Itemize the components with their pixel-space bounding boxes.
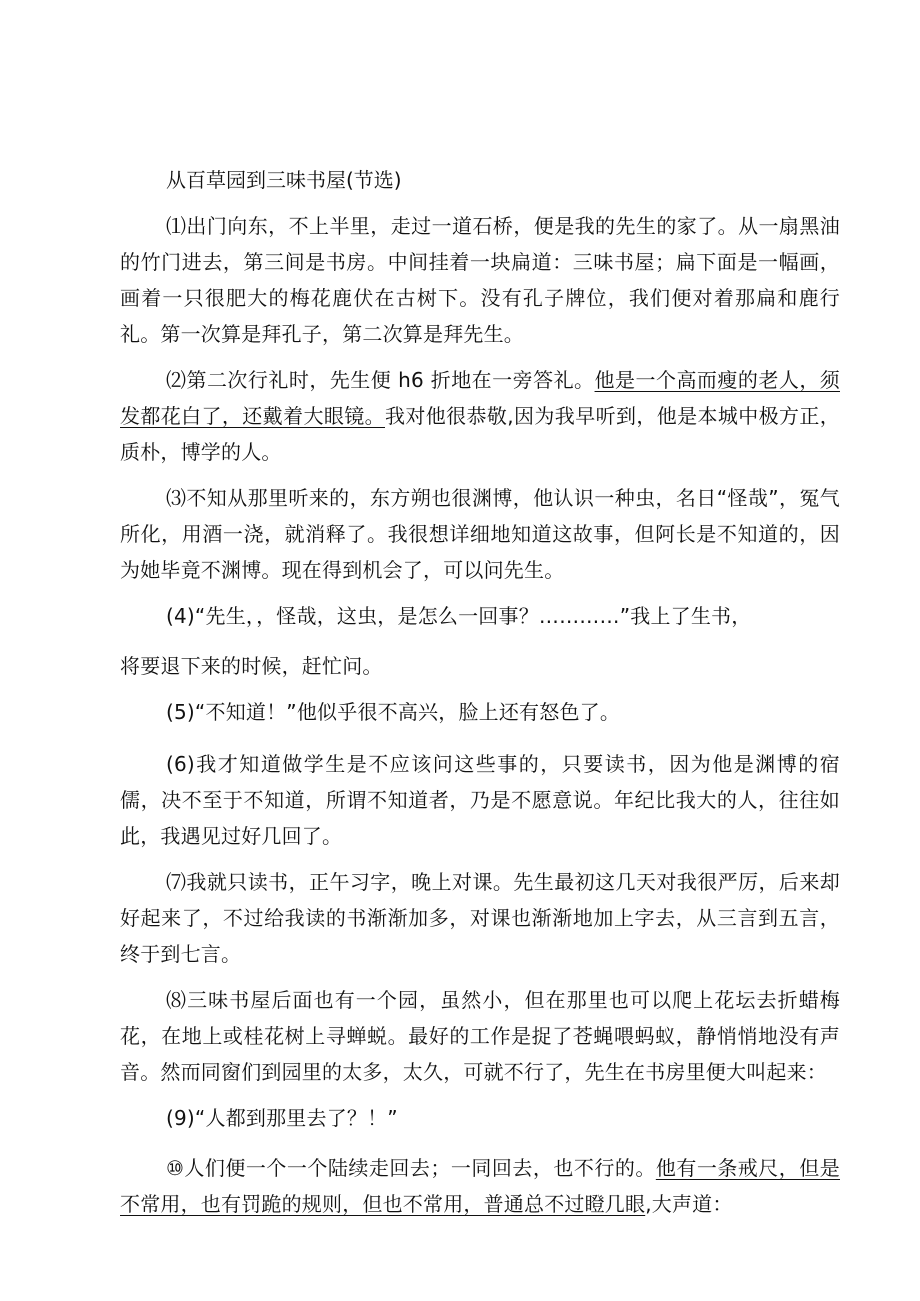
paragraph-8: ⑻三味书屋后面也有一个园，虽然小，但在那里也可以爬上花坛去折蜡梅花，在地上或桂花树上寻蝉蜕。最好的工作是捉了苍蝇喂蚂蚁，静悄悄地没有声音。然而同窗们到园里的太多，太久，可就不行了，先生在书房里便大叫起来： xyxy=(120,988,840,1084)
document-page xyxy=(120,160,840,1230)
paragraph-10-end: ,大声道： xyxy=(645,1192,733,1216)
paragraph-7: ⑺我就只读书，正午习字，晚上对课。先生最初这几天对我很严厉，后来却好起来了，不过给我读的书渐渐加多，对课也渐渐地加上字去，从三言到五言，终于到七言。 xyxy=(120,870,840,966)
paragraph-4-line-1: (4)“先生，，怪哉，这虫，是怎么一回事？…………”我上了生书， xyxy=(166,604,752,628)
paragraph-2 xyxy=(120,362,840,470)
paragraph-9: (9)“人都到那里去了？！” xyxy=(166,1106,398,1130)
document-title: 从百草园到三味书屋(节选) xyxy=(166,168,402,192)
paragraph-10-start: ⑩人们便一个一个陆续走回去；一同回去，也不行的。 xyxy=(166,1156,656,1180)
paragraph-2-end: 我对他很恭敬,因为我早听到，他是本城中极方正，质朴，博学的人。 xyxy=(120,404,840,464)
paragraph-10 xyxy=(120,1150,840,1222)
paragraph-1: ⑴出门向东，不上半里，走过一道石桥，便是我的先生的家了。从一扇黑油的竹门进去，第三间是书房。中间挂着一块扁道：三味书屋；扁下面是一幅画，画着一只很肥大的梅花鹿伏在古树下。没有孔子牌位，我们便对着那扁和鹿行礼。第一次算是拜孔子，第二次算是拜先生。 xyxy=(120,214,840,346)
paragraph-6: (6)我才知道做学生是不应该问这些事的，只要读书，因为他是渊博的宿儒，决不至于不知道，所谓不知道者，乃是不愿意说。年纪比我大的人，往往如此，我遇见过好几回了。 xyxy=(120,752,840,848)
underlined-ruler-description: 他有一条戒尺，但是不常用，也有罚跪的规则，但也不常用，普通总不过瞪几眼 xyxy=(120,1156,840,1216)
underlined-teacher-description: 他是一个高而瘦的老人，须发都花白了，还戴着大眼镜。 xyxy=(120,368,840,428)
paragraph-2-start: ⑵第二次行礼时，先生便 h6 折地在一旁答礼。 xyxy=(166,368,595,392)
paragraph-3: ⑶不知从那里听来的，东方朔也很渊博，他认识一种虫，名日“怪哉”，冤气所化，用酒一浇，就消释了。我很想详细地知道这故事，但阿长是不知道的，因为她毕竟不渊博。现在得到机会了，可以问先生。 xyxy=(120,486,840,582)
paragraph-5: (5)“不知道！”他似乎很不高兴，脸上还有怒色了。 xyxy=(166,700,621,724)
paragraph-4-line-2: 将要退下来的时候，赶忙问。 xyxy=(120,654,383,678)
